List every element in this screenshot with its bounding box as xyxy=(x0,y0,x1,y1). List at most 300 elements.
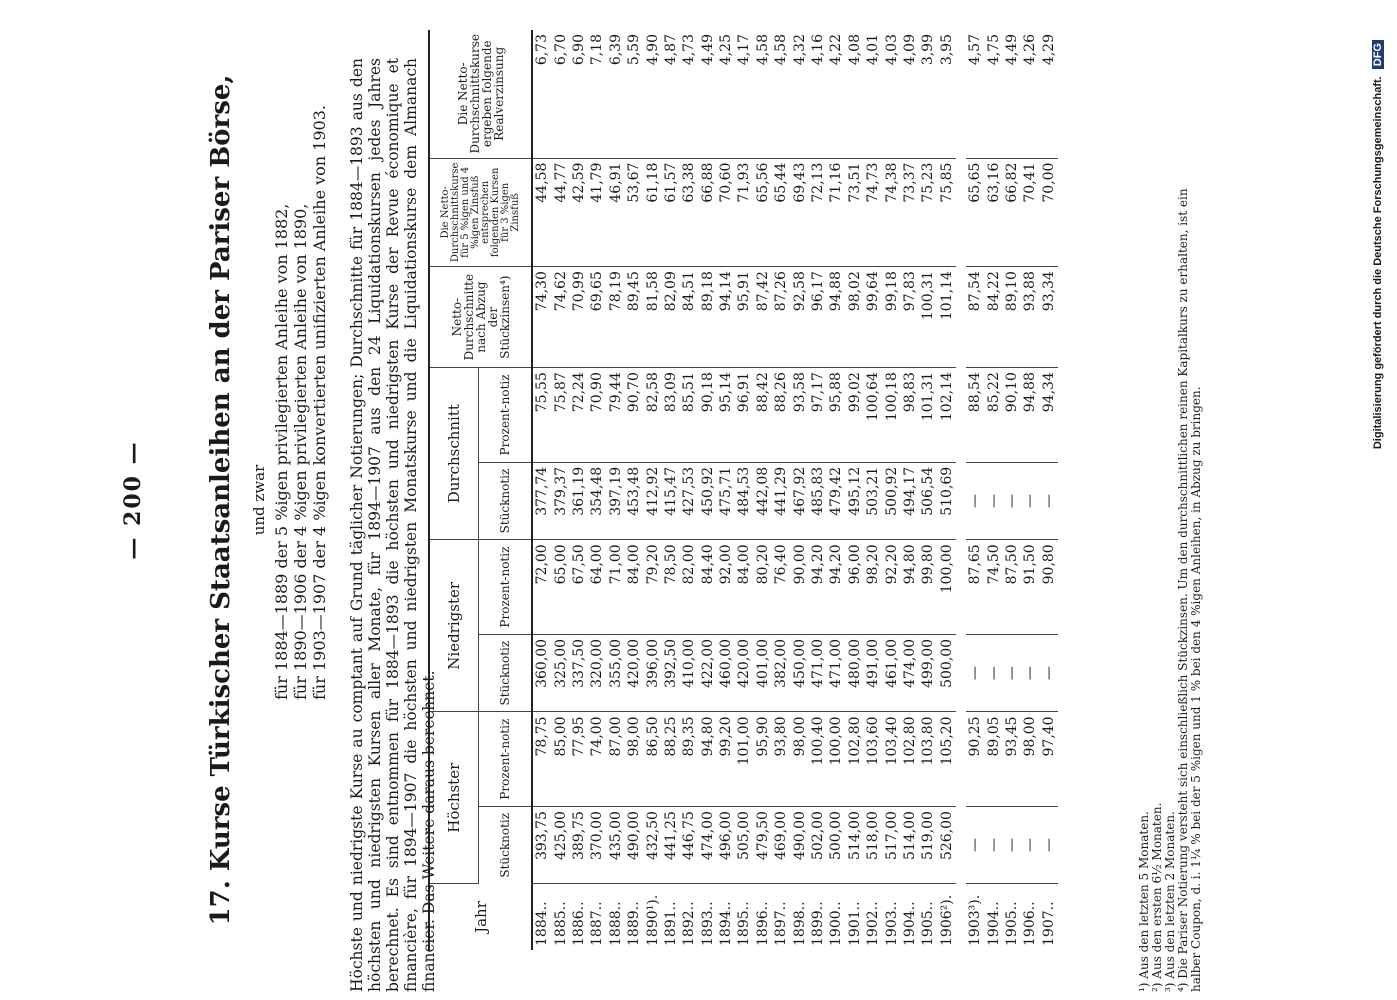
col-real: Die Netto-Durchschnittskurse ergeben folgende Realverzinsung xyxy=(429,30,532,158)
table-row xyxy=(790,30,808,950)
cell-d-stueck: 494,17 xyxy=(901,462,919,540)
cell-netto: 87,54 xyxy=(966,267,984,368)
cell-jahr: 1896.. xyxy=(754,901,771,946)
table-row xyxy=(966,30,984,950)
cell-d-proz: 88,26 xyxy=(772,368,790,463)
cell-netto: 74,30 xyxy=(532,267,551,368)
cell-d-proz: 90,18 xyxy=(699,368,717,463)
cell-jahr: 1888.. xyxy=(607,901,624,946)
cell-real: 6,70 xyxy=(551,30,569,158)
table-row xyxy=(772,30,790,950)
col-d-stueck: Stücknotiz xyxy=(479,462,533,540)
cell-h-proz: 98,00 xyxy=(625,712,643,807)
cell-d-stueck: 377,74 xyxy=(532,462,551,540)
cell-h-proz: 99,20 xyxy=(717,712,735,807)
cell-h-stueck: 435,00 xyxy=(607,807,625,884)
table-row xyxy=(1003,30,1021,950)
cell-real: 4,49 xyxy=(1003,30,1021,158)
cell-h-stueck: 514,00 xyxy=(901,807,919,884)
cell-h-proz: 100,40 xyxy=(809,712,827,807)
cell-real: 4,03 xyxy=(882,30,900,158)
cell-h-proz: 98,00 xyxy=(790,712,808,807)
cell-kurs3: 70,60 xyxy=(717,158,735,267)
group-niedrigster: Niedrigster xyxy=(429,540,479,712)
cell-n-proz: 79,20 xyxy=(643,540,661,635)
cell-n-stueck: — xyxy=(1040,634,1058,712)
cell-d-proz: 98,83 xyxy=(901,368,919,463)
cell-n-stueck: 450,00 xyxy=(790,634,808,712)
cell-kurs3: 66,82 xyxy=(1003,158,1021,267)
loan-list xyxy=(272,60,329,700)
price-table xyxy=(428,30,1058,950)
cell-h-stueck: 514,00 xyxy=(846,807,864,884)
cell-jahr: 1905.. xyxy=(1003,901,1020,946)
table-row xyxy=(607,30,625,950)
cell-jahr: 1885.. xyxy=(552,901,569,946)
cell-h-stueck: 517,00 xyxy=(882,807,900,884)
cell-netto: 89,18 xyxy=(699,267,717,368)
cell-d-stueck: — xyxy=(984,462,1002,540)
cell-n-proz: 94,20 xyxy=(827,540,845,635)
cell-real: 4,49 xyxy=(699,30,717,158)
cell-n-proz: 67,50 xyxy=(570,540,588,635)
cell-n-proz: 96,00 xyxy=(846,540,864,635)
table-row xyxy=(846,30,864,950)
table-row xyxy=(532,30,551,950)
cell-d-stueck: 495,12 xyxy=(846,462,864,540)
cell-h-stueck: 389,75 xyxy=(570,807,588,884)
cell-jahr: 1892.. xyxy=(681,901,698,946)
cell-n-proz: 87,65 xyxy=(966,540,984,635)
cell-h-proz: 98,00 xyxy=(1021,712,1039,807)
cell-n-proz: 84,00 xyxy=(625,540,643,635)
cell-d-proz: 94,34 xyxy=(1040,368,1058,463)
cell-jahr: 1904.. xyxy=(902,901,918,946)
cell-n-proz: 78,50 xyxy=(662,540,680,635)
cell-d-stueck: — xyxy=(1021,462,1039,540)
cell-real: 6,90 xyxy=(570,30,588,158)
table-row xyxy=(1040,30,1058,950)
cell-netto: 69,65 xyxy=(588,267,606,368)
footnote: ²) Aus den ersten 6½ Monaten. xyxy=(1150,802,1164,992)
cell-netto: 84,51 xyxy=(680,267,698,368)
cell-netto: 95,91 xyxy=(735,267,753,368)
cell-netto: 87,26 xyxy=(772,267,790,368)
cell-n-proz: 92,00 xyxy=(717,540,735,635)
cell-d-stueck: 415,47 xyxy=(662,462,680,540)
cell-real: 4,32 xyxy=(790,30,808,158)
cell-netto: 70,99 xyxy=(570,267,588,368)
cell-netto: 99,18 xyxy=(882,267,900,368)
cell-real: 6,73 xyxy=(532,30,551,158)
table-row xyxy=(984,30,1002,950)
cell-real: 4,58 xyxy=(772,30,790,158)
cell-h-proz: 78,75 xyxy=(532,712,551,807)
cell-n-stueck: 320,00 xyxy=(588,634,606,712)
cell-d-proz: 100,18 xyxy=(882,368,900,463)
cell-n-stueck: 461,00 xyxy=(882,634,900,712)
cell-h-proz: 100,00 xyxy=(827,712,845,807)
cell-real: 7,18 xyxy=(588,30,606,158)
cell-n-proz: 92,20 xyxy=(882,540,900,635)
cell-real: 4,73 xyxy=(680,30,698,158)
cell-kurs3: 73,51 xyxy=(846,158,864,267)
cell-n-stueck: — xyxy=(1003,634,1021,712)
cell-h-proz: 77,95 xyxy=(570,712,588,807)
cell-d-proz: 79,44 xyxy=(607,368,625,463)
cell-jahr: 1903³). xyxy=(967,894,984,946)
cell-n-proz: 94,80 xyxy=(901,540,919,635)
cell-h-proz: 93,80 xyxy=(772,712,790,807)
cell-kurs3: 65,65 xyxy=(966,158,984,267)
cell-h-stueck: 502,00 xyxy=(809,807,827,884)
cell-kurs3: 75,85 xyxy=(938,158,956,267)
cell-netto: 93,88 xyxy=(1021,267,1039,368)
cell-d-proz: 75,87 xyxy=(551,368,569,463)
cell-n-stueck: 480,00 xyxy=(846,634,864,712)
cell-netto: 74,62 xyxy=(551,267,569,368)
cell-n-stueck: 392,50 xyxy=(662,634,680,712)
cell-h-proz: 101,00 xyxy=(735,712,753,807)
cell-d-stueck: 506,54 xyxy=(919,462,937,540)
cell-jahr: 1905.. xyxy=(920,901,937,946)
cell-real: 4,01 xyxy=(864,30,882,158)
cell-netto: 78,19 xyxy=(607,267,625,368)
col-n-proz: Prozent-notiz xyxy=(479,540,533,635)
cell-kurs3: 44,77 xyxy=(551,158,569,267)
cell-kurs3: 72,13 xyxy=(809,158,827,267)
col-kurs3: Die Netto-Durchschnittskurse für 5 %igen und 4 %igen Zinsfuß entsprechen folgenden Kursen für 3 %igen Zinsfuß xyxy=(429,158,532,267)
table-row xyxy=(827,30,845,950)
cell-h-proz: 93,45 xyxy=(1003,712,1021,807)
loan-line: für 1890—1906 der 4 %igen privilegierten Anleihe von 1890, xyxy=(291,203,310,700)
cell-h-stueck: 469,00 xyxy=(772,807,790,884)
cell-kurs3: 46,91 xyxy=(607,158,625,267)
cell-real: 4,17 xyxy=(735,30,753,158)
cell-n-stueck: 420,00 xyxy=(625,634,643,712)
cell-netto: 82,09 xyxy=(662,267,680,368)
cell-jahr: 1904.. xyxy=(985,901,1002,946)
intro-paragraph: Höchste und niedrigste Kurse au comptant auf Grund täglicher Notierungen; Durchschnitte für 1884—1893 aus den höchsten und niedrigsten Kursen aller Monate, für 1894—1907 aus den 24 Liquidationskursen jedes Jahres berechnet. Es sind entnommen für 1884—1893 die höchsten und niedrigsten Kurse der Revue économique et financière, für 1894—1907 die höchsten und niedrigsten Monatskurse und die Liquidationskurse dem Almanach financier. Das Weitere daraus berechnet. xyxy=(348,58,438,992)
cell-real: 4,26 xyxy=(1021,30,1039,158)
cell-h-stueck: — xyxy=(966,807,984,884)
cell-n-proz: 90,00 xyxy=(790,540,808,635)
cell-h-stueck: 393,75 xyxy=(532,807,551,884)
cell-kurs3: 41,79 xyxy=(588,158,606,267)
cell-kurs3: 69,43 xyxy=(790,158,808,267)
cell-real: 4,16 xyxy=(809,30,827,158)
table-row xyxy=(625,30,643,950)
cell-n-stueck: 410,00 xyxy=(680,634,698,712)
table-row xyxy=(864,30,882,950)
cell-netto: 99,64 xyxy=(864,267,882,368)
cell-h-stueck: 479,50 xyxy=(754,807,772,884)
cell-kurs3: 66,88 xyxy=(699,158,717,267)
cell-jahr: 1891.. xyxy=(662,901,679,946)
cell-d-stueck: 467,92 xyxy=(790,462,808,540)
cell-n-proz: 76,40 xyxy=(772,540,790,635)
cell-real: 4,90 xyxy=(643,30,661,158)
cell-jahr: 1906²). xyxy=(938,894,955,946)
cell-n-proz: 91,50 xyxy=(1021,540,1039,635)
cell-jahr: 1902.. xyxy=(865,901,882,946)
cell-n-proz: 98,20 xyxy=(864,540,882,635)
cell-n-stueck: 420,00 xyxy=(735,634,753,712)
cell-d-proz: 94,88 xyxy=(1021,368,1039,463)
cell-h-stueck: 446,75 xyxy=(680,807,698,884)
cell-d-stueck: — xyxy=(1003,462,1021,540)
table-row xyxy=(882,30,900,950)
cell-n-proz: 99,80 xyxy=(919,540,937,635)
page-number: — 200 — xyxy=(120,440,146,560)
footnotes xyxy=(1138,58,1203,992)
cell-d-stueck: 485,83 xyxy=(809,462,827,540)
table-row xyxy=(551,30,569,950)
cell-h-proz: 103,40 xyxy=(882,712,900,807)
cell-d-proz: 97,17 xyxy=(809,368,827,463)
cell-n-proz: 94,20 xyxy=(809,540,827,635)
cell-jahr: 1906.. xyxy=(1022,901,1039,946)
cell-h-proz: 97,40 xyxy=(1040,712,1058,807)
cell-real: 4,87 xyxy=(662,30,680,158)
cell-h-proz: 87,00 xyxy=(607,712,625,807)
cell-netto: 94,88 xyxy=(827,267,845,368)
cell-netto: 89,10 xyxy=(1003,267,1021,368)
cell-d-proz: 75,55 xyxy=(532,368,551,463)
cell-h-stueck: 370,00 xyxy=(588,807,606,884)
cell-h-proz: 88,25 xyxy=(662,712,680,807)
table-row xyxy=(680,30,698,950)
cell-netto: 98,02 xyxy=(846,267,864,368)
cell-d-proz: 99,02 xyxy=(846,368,864,463)
cell-n-proz: 82,00 xyxy=(680,540,698,635)
cell-d-stueck: 361,19 xyxy=(570,462,588,540)
cell-kurs3: 42,59 xyxy=(570,158,588,267)
cell-netto: 89,45 xyxy=(625,267,643,368)
digitization-text: Digitalisierung gefördert durch die Deutsche Forschungsgemeinschaft. xyxy=(1372,76,1384,450)
footnote: halber Coupon, d. i. 1¼ % bei der 5 %igen und 1 % bei den 4 %igen Anleihen, in Abzug zu bringen. xyxy=(1189,386,1203,992)
cell-jahr: 1901.. xyxy=(846,901,863,946)
cell-d-stueck: 479,42 xyxy=(827,462,845,540)
cell-kurs3: 71,16 xyxy=(827,158,845,267)
cell-h-stueck: 518,00 xyxy=(864,807,882,884)
cell-jahr: 1899.. xyxy=(810,901,827,946)
cell-jahr: 1893.. xyxy=(699,901,716,946)
cell-n-proz: 84,00 xyxy=(735,540,753,635)
dfg-logo: DFG xyxy=(1372,40,1384,69)
cell-kurs3: 70,41 xyxy=(1021,158,1039,267)
cell-n-stueck: 491,00 xyxy=(864,634,882,712)
table-row xyxy=(901,30,919,950)
cell-n-stueck: 325,00 xyxy=(551,634,569,712)
cell-kurs3: 73,37 xyxy=(901,158,919,267)
cell-h-stueck: — xyxy=(1021,807,1039,884)
cell-n-stueck: 499,00 xyxy=(919,634,937,712)
cell-h-stueck: 441,25 xyxy=(662,807,680,884)
cell-jahr: 1887.. xyxy=(589,901,606,946)
cell-h-proz: 102,80 xyxy=(846,712,864,807)
cell-kurs3: 74,38 xyxy=(882,158,900,267)
cell-n-stueck: 337,50 xyxy=(570,634,588,712)
table-row xyxy=(1021,30,1039,950)
cell-n-stueck: 382,00 xyxy=(772,634,790,712)
cell-kurs3: 65,56 xyxy=(754,158,772,267)
cell-d-proz: 90,70 xyxy=(625,368,643,463)
table-row xyxy=(570,30,588,950)
cell-netto: 96,17 xyxy=(809,267,827,368)
footnote: ³) Aus den letzten 2 Monaten. xyxy=(1163,811,1177,992)
cell-d-proz: 93,58 xyxy=(790,368,808,463)
cell-kurs3: 63,38 xyxy=(680,158,698,267)
group-hoechster: Höchster xyxy=(429,712,479,884)
table-row xyxy=(662,30,680,950)
table-row xyxy=(754,30,772,950)
cell-real: 3,95 xyxy=(938,30,956,158)
footnote: ⁴) Die Pariser Notierung versteht sich einschließlich Stückzinsen. Um den durchschnittlichen reinen Kapitalkurs zu erhalten, ist ein xyxy=(1176,188,1190,992)
cell-real: 4,25 xyxy=(717,30,735,158)
cell-netto: 100,31 xyxy=(919,267,937,368)
cell-h-proz: 103,60 xyxy=(864,712,882,807)
cell-n-stueck: — xyxy=(1021,634,1039,712)
cell-h-proz: 89,35 xyxy=(680,712,698,807)
cell-n-stueck: 360,00 xyxy=(532,634,551,712)
cell-d-proz: 95,88 xyxy=(827,368,845,463)
cell-h-proz: 103,80 xyxy=(919,712,937,807)
cell-h-proz: 85,00 xyxy=(551,712,569,807)
cell-d-stueck: 450,92 xyxy=(699,462,717,540)
cell-netto: 97,83 xyxy=(901,267,919,368)
cell-real: 4,58 xyxy=(754,30,772,158)
cell-d-proz: 100,64 xyxy=(864,368,882,463)
cell-h-stueck: 500,00 xyxy=(827,807,845,884)
cell-d-proz: 95,14 xyxy=(717,368,735,463)
cell-d-stueck: 510,69 xyxy=(938,462,956,540)
cell-kurs3: 70,00 xyxy=(1040,158,1058,267)
cell-kurs3: 75,23 xyxy=(919,158,937,267)
cell-h-proz: 95,90 xyxy=(754,712,772,807)
cell-n-proz: 87,50 xyxy=(1003,540,1021,635)
cell-jahr: 1894.. xyxy=(718,901,735,946)
table-body xyxy=(532,30,1058,950)
cell-jahr: 1897.. xyxy=(773,901,790,946)
cell-n-stueck: — xyxy=(966,634,984,712)
cell-n-proz: 64,00 xyxy=(588,540,606,635)
cell-h-proz: 74,00 xyxy=(588,712,606,807)
cell-n-stueck: 401,00 xyxy=(754,634,772,712)
cell-d-proz: 96,91 xyxy=(735,368,753,463)
cell-jahr: 1903.. xyxy=(883,901,900,946)
cell-netto: 101,14 xyxy=(938,267,956,368)
table-row xyxy=(919,30,937,950)
cell-h-stueck: 505,00 xyxy=(735,807,753,884)
cell-n-stueck: — xyxy=(984,634,1002,712)
cell-h-proz: 102,80 xyxy=(901,712,919,807)
loan-line: für 1884—1889 der 5 %igen privilegierten Anleihe von 1882, xyxy=(272,203,291,700)
table-row xyxy=(717,30,735,950)
cell-jahr: 1886.. xyxy=(570,901,587,946)
cell-d-proz: 82,58 xyxy=(643,368,661,463)
cell-d-proz: 101,31 xyxy=(919,368,937,463)
cell-kurs3: 53,67 xyxy=(625,158,643,267)
cell-n-stueck: 422,00 xyxy=(699,634,717,712)
cell-n-proz: 90,80 xyxy=(1040,540,1058,635)
cell-h-stueck: 474,00 xyxy=(699,807,717,884)
cell-kurs3: 61,18 xyxy=(643,158,661,267)
cell-d-stueck: 442,08 xyxy=(754,462,772,540)
cell-n-stueck: 471,00 xyxy=(809,634,827,712)
cell-n-proz: 100,00 xyxy=(938,540,956,635)
col-netto: Netto-Durchschnitte nach Abzug der Stückzinsen⁴) xyxy=(429,267,532,368)
cell-n-stueck: 355,00 xyxy=(607,634,625,712)
cell-n-proz: 80,20 xyxy=(754,540,772,635)
loan-line: für 1903—1907 der 4 %igen konvertierten unifizierten Anleihe von 1903. xyxy=(310,105,329,700)
cell-n-proz: 71,00 xyxy=(607,540,625,635)
cell-d-proz: 90,10 xyxy=(1003,368,1021,463)
cell-jahr: 1898.. xyxy=(791,901,808,946)
cell-real: 4,29 xyxy=(1040,30,1058,158)
cell-d-stueck: 453,48 xyxy=(625,462,643,540)
cell-netto: 81,58 xyxy=(643,267,661,368)
col-d-proz: Prozent-notiz xyxy=(479,368,533,463)
cell-d-proz: 85,51 xyxy=(680,368,698,463)
cell-d-proz: 85,22 xyxy=(984,368,1002,463)
cell-d-stueck: 427,53 xyxy=(680,462,698,540)
col-n-stueck: Stücknotiz xyxy=(479,634,533,712)
table-row xyxy=(735,30,753,950)
cell-netto: 93,34 xyxy=(1040,267,1058,368)
row-gap xyxy=(956,30,966,950)
cell-d-stueck: 475,71 xyxy=(717,462,735,540)
cell-netto: 87,42 xyxy=(754,267,772,368)
cell-d-proz: 70,90 xyxy=(588,368,606,463)
cell-n-proz: 74,50 xyxy=(984,540,1002,635)
table-row xyxy=(588,30,606,950)
cell-kurs3: 44,58 xyxy=(532,158,551,267)
table-row xyxy=(809,30,827,950)
cell-real: 5,59 xyxy=(625,30,643,158)
table-row xyxy=(938,30,956,950)
cell-real: 4,22 xyxy=(827,30,845,158)
cell-n-stueck: 471,00 xyxy=(827,634,845,712)
cell-kurs3: 61,57 xyxy=(662,158,680,267)
cell-kurs3: 71,93 xyxy=(735,158,753,267)
cell-h-proz: 90,25 xyxy=(966,712,984,807)
cell-d-proz: 72,24 xyxy=(570,368,588,463)
cell-kurs3: 63,16 xyxy=(984,158,1002,267)
cell-n-stueck: 500,00 xyxy=(938,634,956,712)
cell-d-stueck: 397,19 xyxy=(607,462,625,540)
cell-real: 4,08 xyxy=(846,30,864,158)
cell-h-stueck: — xyxy=(1040,807,1058,884)
cell-h-proz: 89,05 xyxy=(984,712,1002,807)
cell-h-stueck: 490,00 xyxy=(625,807,643,884)
cell-jahr: 1900.. xyxy=(828,901,845,946)
cell-jahr: 1889.. xyxy=(626,901,643,946)
col-jahr: Jahr xyxy=(429,884,532,951)
cell-jahr: 1884.. xyxy=(534,901,551,946)
cell-jahr: 1895.. xyxy=(736,901,753,946)
cell-d-stueck: — xyxy=(966,462,984,540)
cell-h-proz: 94,80 xyxy=(699,712,717,807)
cell-d-proz: 88,54 xyxy=(966,368,984,463)
table-row xyxy=(699,30,717,950)
page-title: 17. Kurse Türkischer Staatsanleihen an der Pariser Börse, xyxy=(206,74,236,926)
col-h-stueck: Stücknotiz xyxy=(479,807,533,884)
cell-real: 4,57 xyxy=(966,30,984,158)
group-durchschnitt: Durchschnitt xyxy=(429,368,479,540)
cell-d-stueck: 500,92 xyxy=(882,462,900,540)
cell-h-stueck: — xyxy=(984,807,1002,884)
